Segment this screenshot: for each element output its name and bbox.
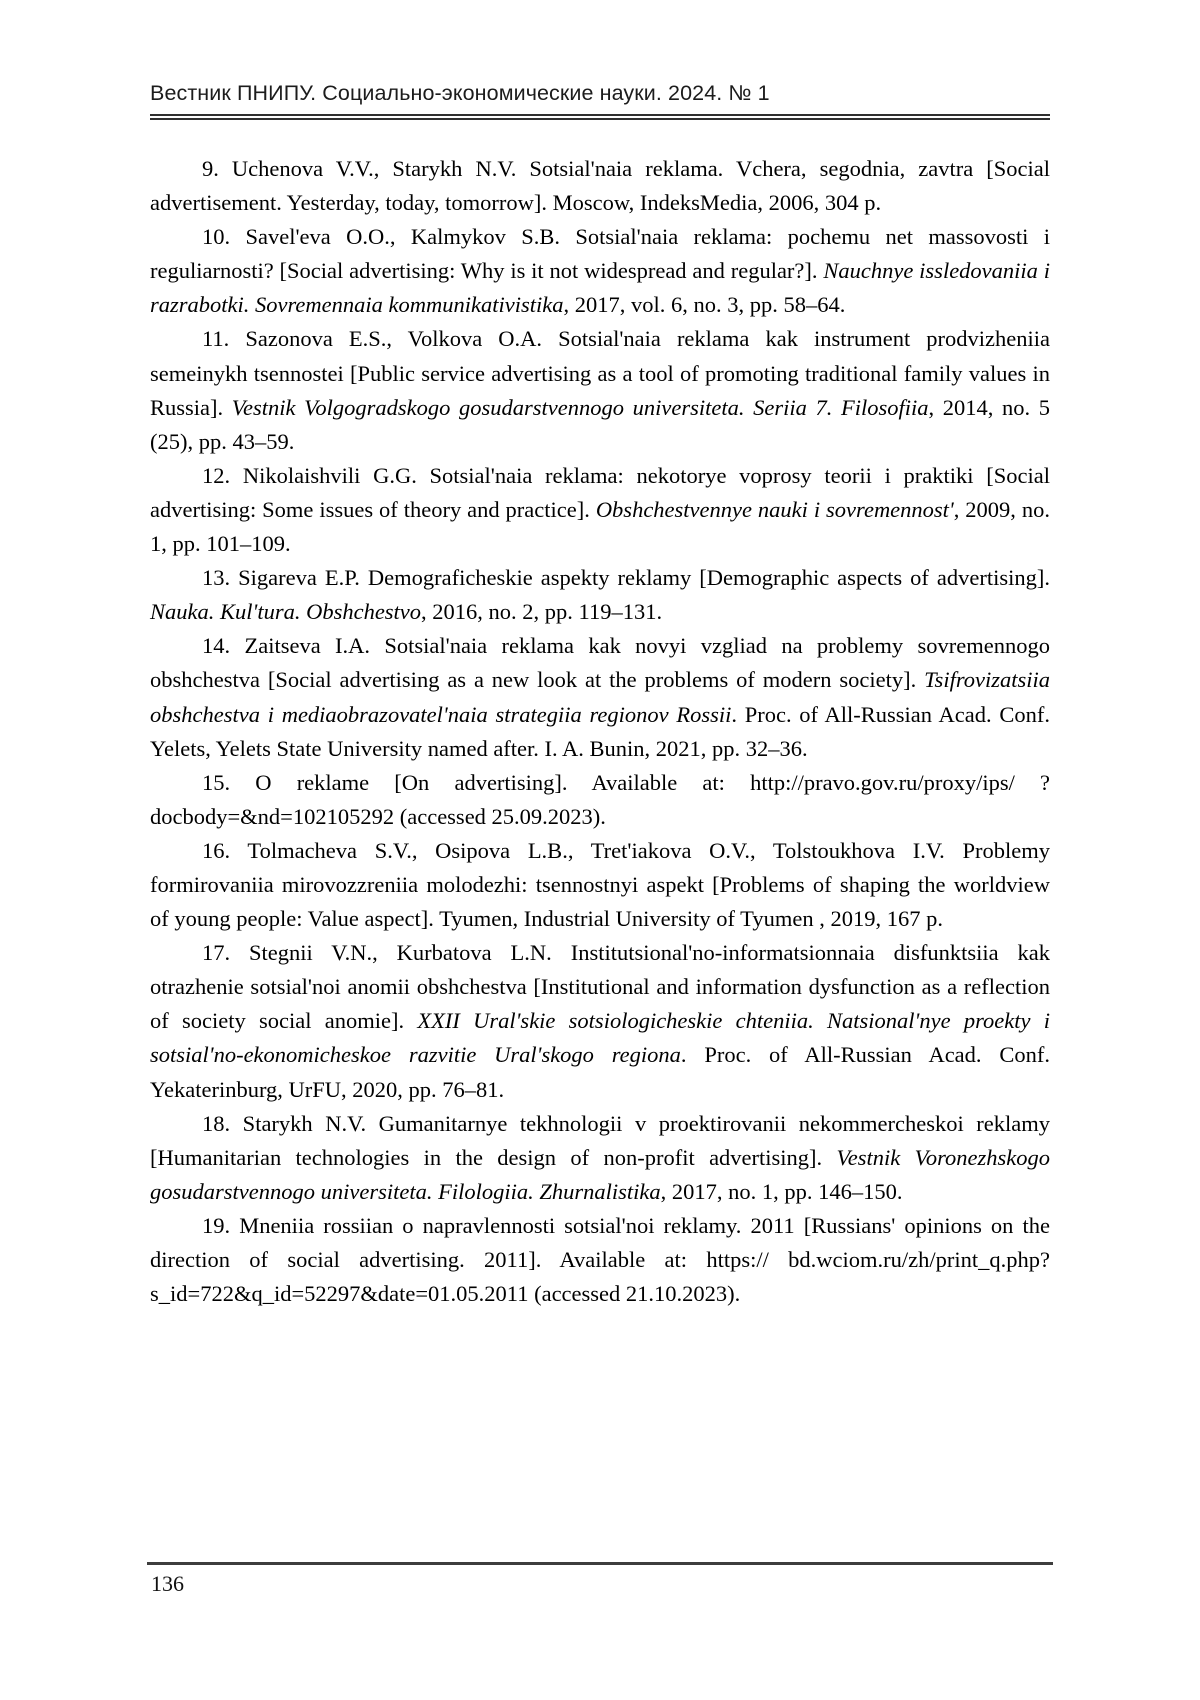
- reference-item-10: [150, 220, 1050, 322]
- reference-item-16: [150, 834, 1050, 936]
- reference-text: 17. Stegnii V.N., Kurbatova L.N. Institutsional'no-informatsionnaia disfunktsiia kak otrazhenie sotsial'noi anomii obshchestva [Institutional and information dysfunction as a reflection of society social anomie].: [150, 940, 1050, 1034]
- reference-item-13: [150, 561, 1050, 629]
- reference-text: , 2017, vol. 6, no. 3, pp. 58–64.: [563, 292, 846, 318]
- reference-source-title: Nauka. Kul'tura. Obshchestvo: [150, 599, 422, 625]
- reference-source-title: Obshchestvennye nauki i sovremennost': [595, 496, 954, 522]
- reference-item-12: [150, 459, 1050, 561]
- reference-source-title: Vestnik Voronezhskogo gosudarstvennogo universiteta. Filologiia. Zhurnalistika: [150, 1144, 1051, 1204]
- reference-item-9: [150, 152, 1050, 220]
- reference-text: 14. Zaitseva I.A. Sotsial'naia reklama kak novyi vzgliad na problemy sovremennogo obshchestva [Social advertising as a new look at the problems of modern society].: [150, 633, 1050, 693]
- footer-divider-rule: [147, 1562, 1053, 1565]
- reference-text: , 2009, no. 1, pp. 101–109.: [150, 496, 1050, 557]
- reference-item-15: [150, 766, 1050, 834]
- reference-text: 11. Sazonova E.S., Volkova O.A. Sotsial'naia reklama kak instrument prodvizheniia semeinykh tsennostei [Public service advertising as a tool of promoting traditional family values in Russia].: [150, 326, 1050, 420]
- reference-text: 18. Starykh N.V. Gumanitarnye tekhnologii v proektirovanii nekommercheskoi reklamy [Humanitarian technologies in the design of non-profit advertising].: [150, 1110, 1050, 1170]
- journal-running-head: Вестник ПНИПУ. Социально-экономические науки. 2024. № 1: [150, 81, 770, 105]
- header-divider-rule: [150, 114, 1050, 120]
- reference-item-18: [150, 1107, 1050, 1209]
- reference-text: 15. O reklame [On advertising]. Available at: http://pravo.gov.ru/proxy/ips/ ?docbody=&nd=102105292 (accessed 25.09.2023).: [150, 769, 1050, 829]
- page-number: 136: [151, 1571, 184, 1596]
- reference-item-17: [150, 936, 1050, 1106]
- reference-text: . Proc. of All-Russian Acad. Conf. Yekaterinburg, UrFU, 2020, pp. 76–81.: [150, 1042, 1050, 1102]
- reference-item-14: [150, 629, 1050, 765]
- reference-text: . Proc. of All-Russian Acad. Conf. Yelets, Yelets State University named after. I. A. Bunin, 2021, pp. 32–36.: [150, 701, 1050, 761]
- reference-source-title: Tsifrovizatsiia obshchestva i mediaobrazovatel'naia strategiia regionov Rossii: [150, 667, 1050, 727]
- reference-text: 19. Mneniia rossiian o napravlennosti sotsial'noi reklamy. 2011 [Russians' opinions on the direction of social advertising. 2011]. Available at: https:// bd.wciom.ru/zh/print_q.php?s_id=722&q_id=52297&date=01.05.2011 (accessed 21.10.2023).: [150, 1212, 1050, 1307]
- reference-item-11: [150, 322, 1050, 458]
- reference-list: [150, 152, 1050, 1311]
- reference-source-title: XXII Ural'skie sotsiologicheskie chteniia. Natsional'nye proekty i sotsial'no-ekonomicheskoe razvitie Ural'skogo regiona: [150, 1008, 1050, 1068]
- reference-text: , 2014, no. 5 (25), pp. 43–59.: [150, 394, 1051, 454]
- reference-text: , 2017, no. 1, pp. 146–150.: [660, 1178, 903, 1204]
- reference-text: 10. Savel'eva O.O., Kalmykov S.B. Sotsial'naia reklama: pochemu net massovosti i reguliarnosti? [Social advertising: Why is it not widespread and regular?].: [150, 224, 1050, 284]
- reference-text: 12. Nikolaishvili G.G. Sotsial'naia reklama: nekotorye voprosy teorii i praktiki [Social advertising: Some issues of theory and practice].: [150, 462, 1050, 522]
- reference-text: 13. Sigareva E.P. Demograficheskie aspekty reklamy [Demographic aspects of advertising].: [202, 565, 1050, 591]
- reference-source-title: Nauchnye issledovaniia i razrabotki. Sovremennaia kommunikativistika: [150, 258, 1051, 318]
- reference-item-19: [150, 1209, 1050, 1311]
- reference-text: 16. Tolmacheva S.V., Osipova L.B., Tret'iakova O.V., Tolstoukhova I.V. Problemy formirovaniia mirovozzreniia molodezhi: tsennostnyi aspekt [Problems of shaping the worldview of young people: Value aspect]. Tyumen, Industrial University of Tyumen , 2019, 167 p.: [150, 837, 1050, 932]
- reference-text: 9. Uchenova V.V., Starykh N.V. Sotsial'naia reklama. Vchera, segodnia, zavtra [Social advertisement. Yesterday, today, tomorrow]. Moscow, IndeksMedia, 2006, 304 p.: [150, 156, 1050, 216]
- reference-text: , 2016, no. 2, pp. 119–131.: [421, 599, 663, 625]
- reference-source-title: Vestnik Volgogradskogo gosudarstvennogo universiteta. Seriia 7. Filosofiia: [231, 394, 929, 420]
